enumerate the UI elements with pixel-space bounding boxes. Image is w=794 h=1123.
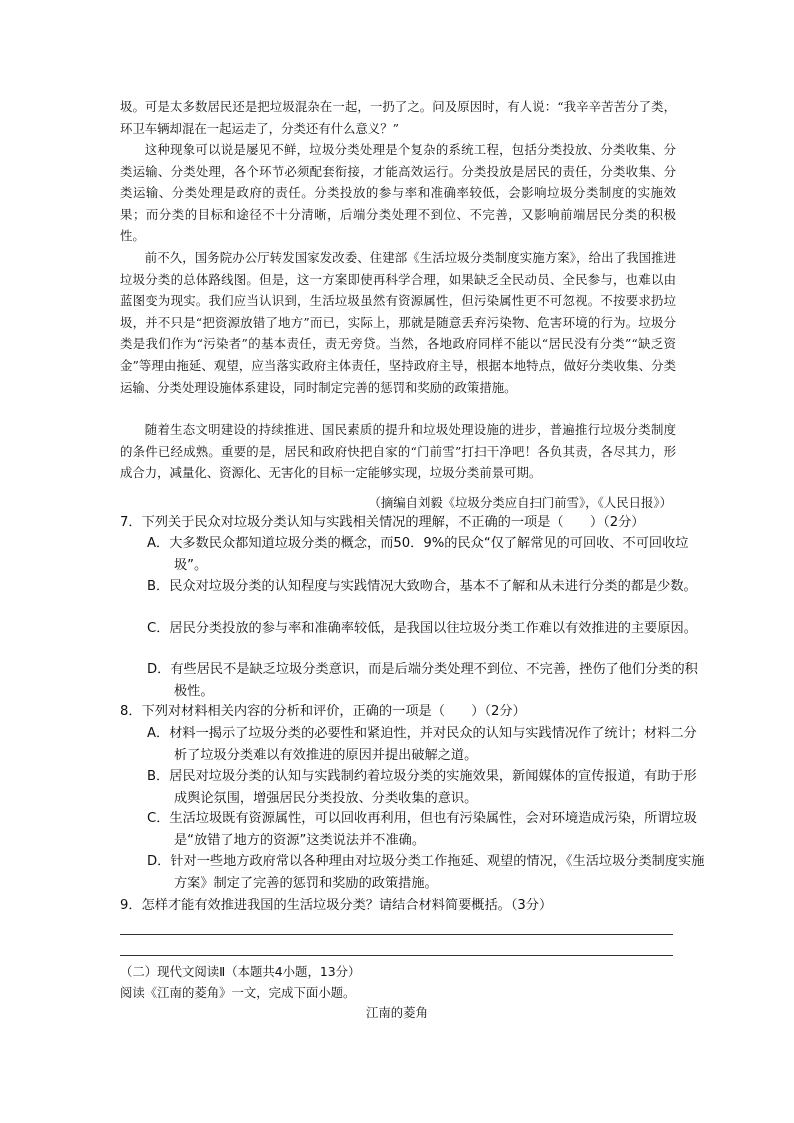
question-8-option-c: C．生活垃圾既有资源属性，可以回收再利用，但也有污染属性，会对环境造成污染，所谓垃圾是“放错了地方的资源”这类说法并不准确。: [147, 811, 697, 849]
section-heading: （二）现代文阅读Ⅱ（本题共4小题，13分）: [120, 964, 361, 979]
answer-line-2[interactable]: [120, 955, 673, 956]
question-8-stem: 8．下列对材料相关内容的分析和评价，正确的一项是（ ）（2分）: [120, 704, 526, 719]
passage-paragraph-4: 随着生态文明建设的持续推进、国民素质的提升和垃圾处理设施的进步，普遍推行垃圾分类制度的条件已经成熟。重要的是，居民和政府快把自家的“门前雪”打扫干净吧！各负其责，各尽其力，形成合力，减量化、资源化、无害化的目标一定能够实现，垃圾分类前景可期。: [120, 422, 676, 481]
passage-paragraph-2: 这种现象可以说是屡见不鲜，垃圾分类处理是个复杂的系统工程，包括分类投放、分类收集、分类运输、分类处理，各个环节必须配套衔接，才能高效运行。分类投放是居民的责任，分类收集、分类运输、分类处理是政府的责任。分类投放的参与率和准确率较低，会影响垃圾分类制度的实施效果；而分类的目标和途径不十分清晰，后端分类处理不到位、不完善，又影响前端居民分类的积极性。: [120, 142, 676, 244]
question-8-option-b: B．居民对垃圾分类的认知与实践制约着垃圾分类的实施效果，新闻媒体的宣传报道，有助于形成舆论氛围，增强居民分类投放、分类收集的意识。: [147, 769, 697, 807]
section-intro: 阅读《江南的菱角》一文，完成下面小题。: [120, 985, 356, 1000]
question-8-option-a: A．材料一揭示了垃圾分类的必要性和紧迫性，并对民众的认知与实践情况作了统计；材料二分析了垃圾分类难以有效推进的原因并提出破解之道。: [147, 726, 697, 764]
passage-source: （摘编自刘毅《垃圾分类应自扫门前雪》，《人民日报》）: [368, 495, 672, 510]
question-8-option-d: D．针对一些地方政府常以各种理由对垃圾分类工作拖延、观望的情况，《生活垃圾分类制度实施方案》制定了完善的惩罚和奖励的政策措施。: [147, 854, 705, 892]
article-title: 江南的菱角: [366, 1005, 428, 1020]
answer-line-1[interactable]: [120, 934, 673, 935]
passage-paragraph-3: 前不久，国务院办公厅转发国家发改委、住建部《生活垃圾分类制度实施方案》，给出了我国推进垃圾分类的总体路线图。但是，这一方案即使再科学合理，如果缺乏全民动员、全民参与，也难以由蓝图变为现实。我们应当认识到，生活垃圾虽然有资源属性，但污染属性更不可忽视。不按要求扔垃圾，并不只是“把资源放错了地方”而已，实际上，那就是随意丢弃污染物、危害环境的行为。垃圾分类是我们作为“污染者”的基本责任，责无旁贷。当然，各地政府同样不能以“居民没有分类”“缺乏资金”等理由拖延、观望，应当落实政府主体责任，坚持政府主导，根据本地特点，做好分类收集、分类运输、分类处理设施体系建设，同时制定完善的惩罚和奖励的政策措施。: [120, 250, 676, 395]
question-7-option-a: A．大多数民众都知道垃圾分类的概念，而50．9%的民众“仅了解常见的可回收、不可回收垃圾”。: [147, 536, 689, 574]
question-7-option-d: D．有些居民不是缺乏垃圾分类意识，而是后端分类处理不到位、不完善，挫伤了他们分类的积极性。: [147, 662, 698, 700]
passage-paragraph-1: 圾。可是太多数居民还是把垃圾混杂在一起，一扔了之。问及原因时，有人说：“我辛辛苦苦分了类，环卫车辆却混在一起运走了，分类还有什么意义？”: [120, 99, 676, 136]
question-7-option-b: B．民众对垃圾分类的认知程度与实践情况大致吻合，基本不了解和从未进行分类的都是少数。: [147, 579, 697, 594]
question-9-stem: 9．怎样才能有效推进我国的生活垃圾分类？请结合材料简要概括。（3分）: [120, 898, 553, 913]
question-7-stem: 7．下列关于民众对垃圾分类认知与实践相关情况的理解，不正确的一项是（ ）（2分）: [120, 515, 645, 530]
question-7-option-c: C．居民分类投放的参与率和准确率较低，是我国以往垃圾分类工作难以有效推进的主要原因。: [147, 621, 697, 636]
